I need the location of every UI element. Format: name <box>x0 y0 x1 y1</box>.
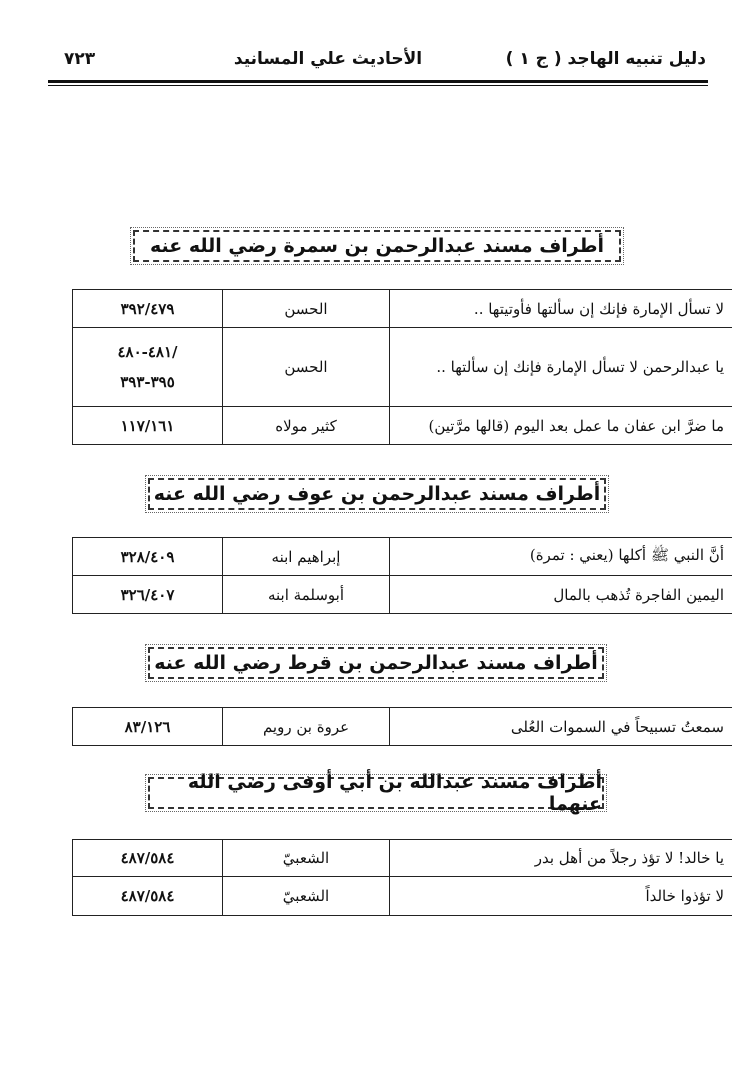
page-header <box>48 42 708 76</box>
narrator: الشعبيّ <box>223 840 390 877</box>
book-title: دليل تنبيه الهاجد ( ج ١ ) <box>505 49 706 69</box>
hadith-text: ما ضرَّ ابن عفان ما عمل بعد اليوم (قالها مرَّتين) <box>390 407 732 445</box>
hadith-text: لا تؤذوا خالداً <box>390 877 732 916</box>
reference: ٨٣/١٢٦ <box>73 708 223 746</box>
reference: ١١٧/١٦١ <box>73 407 223 445</box>
section-heading: أطراف مسند عبدالله بن أبي أوفى رضي الله عنهما <box>187 771 602 815</box>
narrator: الشعبيّ <box>223 877 390 916</box>
header-rule <box>48 80 708 83</box>
narrator: كثير مولاه <box>223 407 390 445</box>
hadith-table <box>72 289 732 445</box>
hadith-text: اليمين الفاجرة تُذهب بالمال <box>390 576 732 614</box>
table-row <box>73 877 732 916</box>
hadith-table <box>72 537 732 614</box>
narrator: إبراهيم ابنه <box>223 538 390 576</box>
section-title: الأحاديث علي المسانيد <box>233 49 423 69</box>
table-row <box>73 840 732 877</box>
section-heading: أطراف مسند عبدالرحمن بن سمرة رضي الله عنه <box>149 235 605 257</box>
reference <box>73 328 223 407</box>
hadith-table <box>72 839 732 916</box>
narrator: الحسن <box>223 328 390 407</box>
hadith-text: يا خالد! لا تؤذ رجلاً من أهل بدر <box>390 840 732 877</box>
reference: ٣٩٢/٤٧٩ <box>73 290 223 328</box>
table-row <box>73 290 732 328</box>
reference: ٤٨٧/٥٨٤ <box>73 840 223 877</box>
table-row <box>73 407 732 445</box>
reference: ٣٢٦/٤٠٧ <box>73 576 223 614</box>
reference-line-2: ٣٩٥-٣٩٣ <box>120 373 175 391</box>
section-title-box <box>133 230 621 262</box>
narrator: أبوسلمة ابنه <box>223 576 390 614</box>
table-row <box>73 328 732 407</box>
hadith-table <box>72 707 732 746</box>
narrator: الحسن <box>223 290 390 328</box>
section-title-box <box>148 478 606 510</box>
hadith-text: لا تسأل الإمارة فإنك إن سألتها فأوتيتها .. <box>390 290 732 328</box>
narrator: عروة بن رويم <box>223 708 390 746</box>
section-title-box <box>148 647 604 679</box>
section-heading: أطراف مسند عبدالرحمن بن قرط رضي الله عنه <box>154 652 598 674</box>
table-row <box>73 538 732 576</box>
reference-line-1: /٤٨١-٤٨٠ <box>117 343 178 361</box>
reference: ٤٨٧/٥٨٤ <box>73 877 223 916</box>
section-title-box <box>148 771 604 815</box>
page-number: ٧٢٣ <box>64 49 96 69</box>
hadith-text: أنَّ النبي ﷺ أكلها (يعني : تمرة) <box>390 538 732 576</box>
hadith-text: يا عبدالرحمن لا تسأل الإمارة فإنك إن سألتها .. <box>390 328 732 407</box>
hadith-text: سمعتُ تسبيحاً في السموات العُلى <box>390 708 732 746</box>
header-rule-thin <box>48 85 708 86</box>
reference: ٣٢٨/٤٠٩ <box>73 538 223 576</box>
table-row <box>73 708 732 746</box>
table-row <box>73 576 732 614</box>
section-heading: أطراف مسند عبدالرحمن بن عوف رضي الله عنه <box>153 483 601 505</box>
